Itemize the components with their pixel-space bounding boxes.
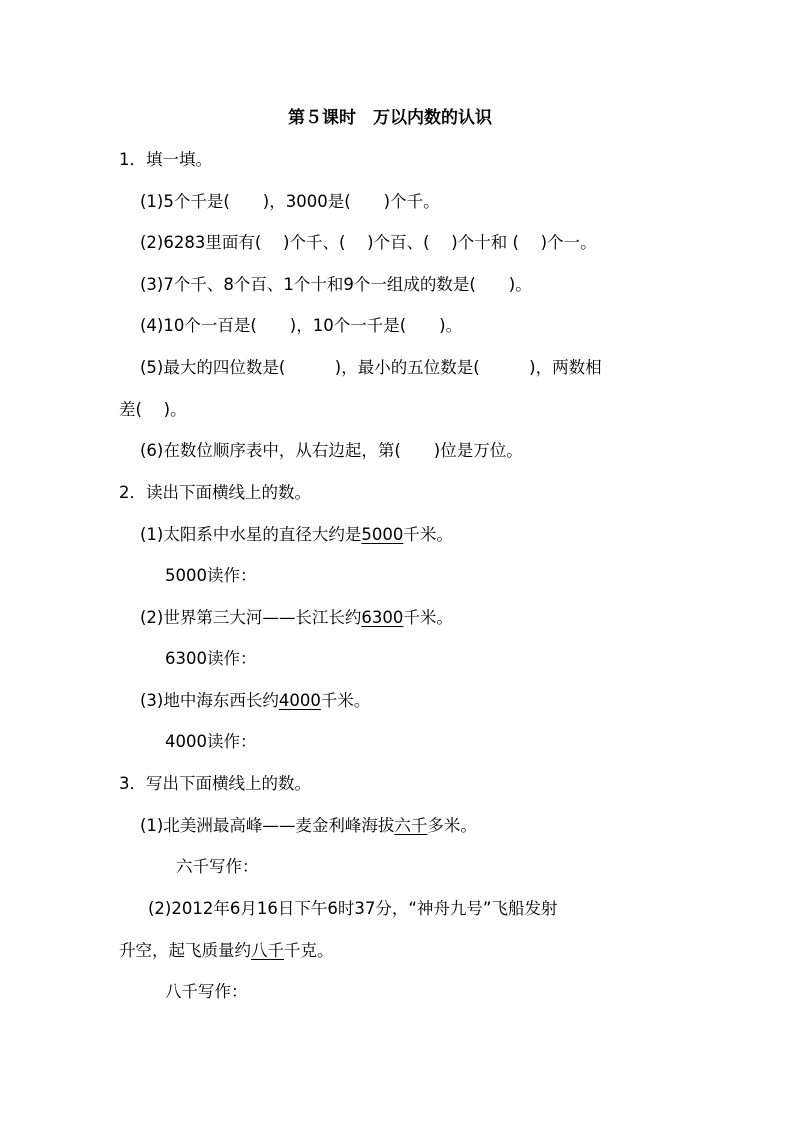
underlined-number: 4000	[278, 691, 321, 710]
q2-item-3: (3)地中海东西长约4000千米。	[140, 691, 371, 710]
q1-item-5: (5)最大的四位数是( )，最小的五位数是( )，两数相	[140, 358, 602, 377]
underlined-number: 5000	[361, 525, 404, 544]
underlined-number: 八千	[251, 941, 284, 960]
q3-write-1: 六千写作：	[176, 857, 259, 876]
q1-item-6: (6)在数位顺序表中，从右边起，第( )位是万位。	[140, 441, 523, 460]
q1-item-5-cont: 差( )。	[119, 400, 187, 419]
underlined-number: 六千	[394, 816, 428, 835]
q1-item-1: (1)5个千是( )，3000是( )个千。	[140, 192, 440, 211]
q2-item-1: (1)太阳系中水星的直径大约是5000千米。	[140, 525, 453, 544]
q3-item-2-cont: 升空，起飞质量约八千千克。	[119, 941, 334, 960]
q2-read-1: 5000读作：	[165, 566, 257, 585]
q3-item-2: (2)2012年6月16日下午6时37分，“神舟九号”飞船发射	[148, 899, 558, 918]
q2-read-3: 4000读作：	[165, 732, 257, 751]
q2-heading: 2．读出下面横线上的数。	[119, 483, 311, 502]
page-title: 第５课时 万以内数的认识	[288, 108, 492, 128]
q3-heading: 3．写出下面横线上的数。	[119, 774, 311, 793]
q1-item-4: (4)10个一百是( )，10个一千是( )。	[140, 316, 463, 335]
q1-heading: 1．填一填。	[119, 150, 212, 169]
q1-item-3: (3)7个千、8个百、1个十和9个一组成的数是( )。	[140, 275, 532, 294]
underlined-number: 6300	[361, 608, 404, 627]
q3-item-1: (1)北美洲最高峰——麦金利峰海拔六千多米。	[140, 816, 477, 835]
q2-read-2: 6300读作：	[165, 649, 257, 668]
q2-item-2: (2)世界第三大河——长江长约6300千米。	[140, 608, 453, 627]
q3-write-2: 八千写作：	[165, 982, 248, 1001]
q1-item-2: (2)6283里面有( )个千、( )个百、( )个十和 ( )个一。	[140, 233, 597, 252]
